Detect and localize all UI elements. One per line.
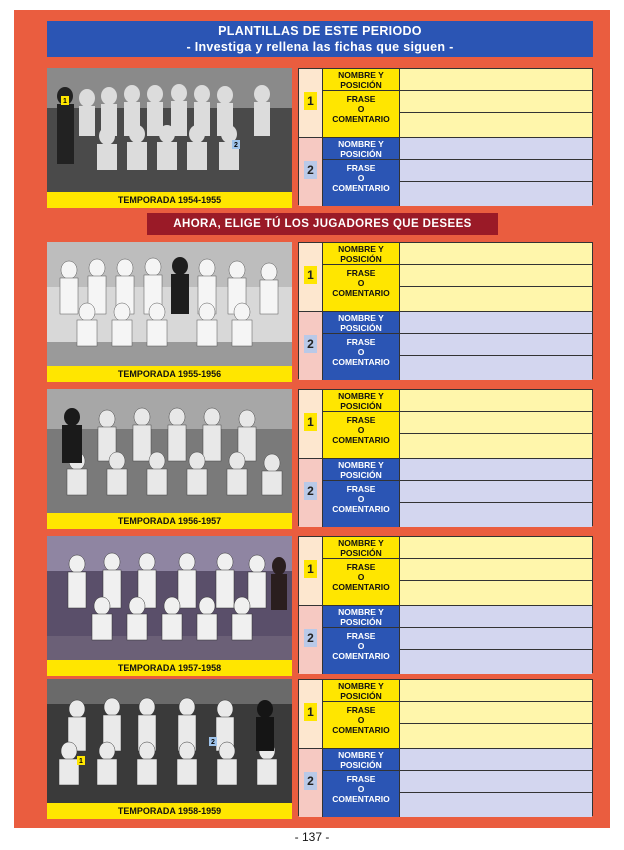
player-number: 2 bbox=[304, 335, 317, 353]
team-photo-1954 bbox=[47, 68, 292, 208]
player-entry-1 bbox=[299, 680, 592, 748]
name-position-label: NOMBRE Y POSICIÓN bbox=[323, 312, 400, 334]
season-label: TEMPORADA 1958-1959 bbox=[47, 803, 292, 819]
name-position-label: NOMBRE Y POSICIÓN bbox=[323, 537, 400, 559]
comment-field-line[interactable] bbox=[400, 334, 592, 356]
comment-field-line[interactable] bbox=[400, 160, 592, 182]
team-photo-1955 bbox=[47, 242, 292, 382]
team-photo-1958 bbox=[47, 679, 292, 819]
player-card-1957 bbox=[298, 536, 593, 673]
name-field[interactable] bbox=[400, 69, 592, 91]
player-number: 2 bbox=[304, 629, 317, 647]
team-photo-1956 bbox=[47, 389, 292, 529]
player-entry-2 bbox=[299, 605, 592, 674]
player-entry-1 bbox=[299, 390, 592, 458]
page-title: PLANTILLAS DE ESTE PERIODO bbox=[218, 24, 422, 38]
comment-field-line[interactable] bbox=[400, 628, 592, 650]
name-field[interactable] bbox=[400, 459, 592, 481]
player-number: 2 bbox=[304, 482, 317, 500]
name-position-label: NOMBRE Y POSICIÓN bbox=[323, 606, 400, 628]
comment-field-line[interactable] bbox=[400, 650, 592, 674]
comment-field-line[interactable] bbox=[400, 793, 592, 817]
name-field[interactable] bbox=[400, 243, 592, 265]
comment-field-line[interactable] bbox=[400, 481, 592, 503]
player-entry-1 bbox=[299, 243, 592, 311]
player-entry-2 bbox=[299, 311, 592, 380]
team-photo-image bbox=[47, 242, 292, 366]
team-photo-image bbox=[47, 68, 292, 192]
comment-label: FRASE O COMENTARIO bbox=[323, 334, 400, 380]
photo-marker-1: 1 bbox=[63, 98, 67, 105]
player-number: 1 bbox=[304, 703, 317, 721]
photo-marker-2: 2 bbox=[211, 739, 215, 746]
photo-marker-2: 2 bbox=[234, 142, 238, 149]
comment-label: FRASE O COMENTARIO bbox=[323, 628, 400, 674]
comment-field-line[interactable] bbox=[400, 265, 592, 287]
team-photo-1957 bbox=[47, 536, 292, 676]
choose-players-banner: AHORA, ELIGE TÚ LOS JUGADORES QUE DESEES bbox=[147, 213, 498, 235]
name-position-label: NOMBRE Y POSICIÓN bbox=[323, 138, 400, 160]
comment-field-line[interactable] bbox=[400, 113, 592, 137]
page-subtitle: - Investiga y rellena las fichas que siguen - bbox=[186, 40, 454, 54]
name-position-label: NOMBRE Y POSICIÓN bbox=[323, 69, 400, 91]
comment-field-line[interactable] bbox=[400, 287, 592, 311]
comment-field-line[interactable] bbox=[400, 356, 592, 380]
player-card-1956 bbox=[298, 389, 593, 526]
comment-label: FRASE O COMENTARIO bbox=[323, 702, 400, 748]
page-number: - 137 - bbox=[294, 830, 330, 844]
player-number: 1 bbox=[304, 92, 317, 110]
comment-field-line[interactable] bbox=[400, 702, 592, 724]
page-header bbox=[47, 21, 593, 57]
name-position-label: NOMBRE Y POSICIÓN bbox=[323, 390, 400, 412]
comment-label: FRASE O COMENTARIO bbox=[323, 771, 400, 817]
name-field[interactable] bbox=[400, 749, 592, 771]
comment-field-line[interactable] bbox=[400, 559, 592, 581]
team-photo-image bbox=[47, 389, 292, 513]
player-card-1958 bbox=[298, 679, 593, 816]
name-field[interactable] bbox=[400, 537, 592, 559]
comment-field-line[interactable] bbox=[400, 771, 592, 793]
season-label: TEMPORADA 1956-1957 bbox=[47, 513, 292, 529]
photo-marker-1: 1 bbox=[79, 758, 83, 765]
player-card-1955 bbox=[298, 242, 593, 379]
player-number: 2 bbox=[304, 161, 317, 179]
name-position-label: NOMBRE Y POSICIÓN bbox=[323, 749, 400, 771]
player-card-1954 bbox=[298, 68, 593, 205]
player-entry-2 bbox=[299, 458, 592, 527]
comment-label: FRASE O COMENTARIO bbox=[323, 160, 400, 206]
player-entry-2 bbox=[299, 748, 592, 817]
comment-field-line[interactable] bbox=[400, 724, 592, 748]
season-label: TEMPORADA 1955-1956 bbox=[47, 366, 292, 382]
comment-field-line[interactable] bbox=[400, 581, 592, 605]
player-number: 2 bbox=[304, 772, 317, 790]
name-field[interactable] bbox=[400, 390, 592, 412]
player-entry-1 bbox=[299, 537, 592, 605]
player-entry-1 bbox=[299, 69, 592, 137]
name-position-label: NOMBRE Y POSICIÓN bbox=[323, 459, 400, 481]
comment-label: FRASE O COMENTARIO bbox=[323, 481, 400, 527]
comment-label: FRASE O COMENTARIO bbox=[323, 412, 400, 458]
comment-field-line[interactable] bbox=[400, 182, 592, 206]
player-entry-2 bbox=[299, 137, 592, 206]
comment-label: FRASE O COMENTARIO bbox=[323, 91, 400, 137]
player-number: 1 bbox=[304, 560, 317, 578]
player-number: 1 bbox=[304, 266, 317, 284]
season-label: TEMPORADA 1954-1955 bbox=[47, 192, 292, 208]
name-field[interactable] bbox=[400, 138, 592, 160]
team-photo-image bbox=[47, 536, 292, 660]
player-number: 1 bbox=[304, 413, 317, 431]
comment-label: FRASE O COMENTARIO bbox=[323, 265, 400, 311]
comment-field-line[interactable] bbox=[400, 91, 592, 113]
comment-label: FRASE O COMENTARIO bbox=[323, 559, 400, 605]
name-field[interactable] bbox=[400, 606, 592, 628]
comment-field-line[interactable] bbox=[400, 434, 592, 458]
name-field[interactable] bbox=[400, 312, 592, 334]
name-position-label: NOMBRE Y POSICIÓN bbox=[323, 680, 400, 702]
name-field[interactable] bbox=[400, 680, 592, 702]
team-photo-image bbox=[47, 679, 292, 803]
comment-field-line[interactable] bbox=[400, 412, 592, 434]
season-label: TEMPORADA 1957-1958 bbox=[47, 660, 292, 676]
name-position-label: NOMBRE Y POSICIÓN bbox=[323, 243, 400, 265]
comment-field-line[interactable] bbox=[400, 503, 592, 527]
